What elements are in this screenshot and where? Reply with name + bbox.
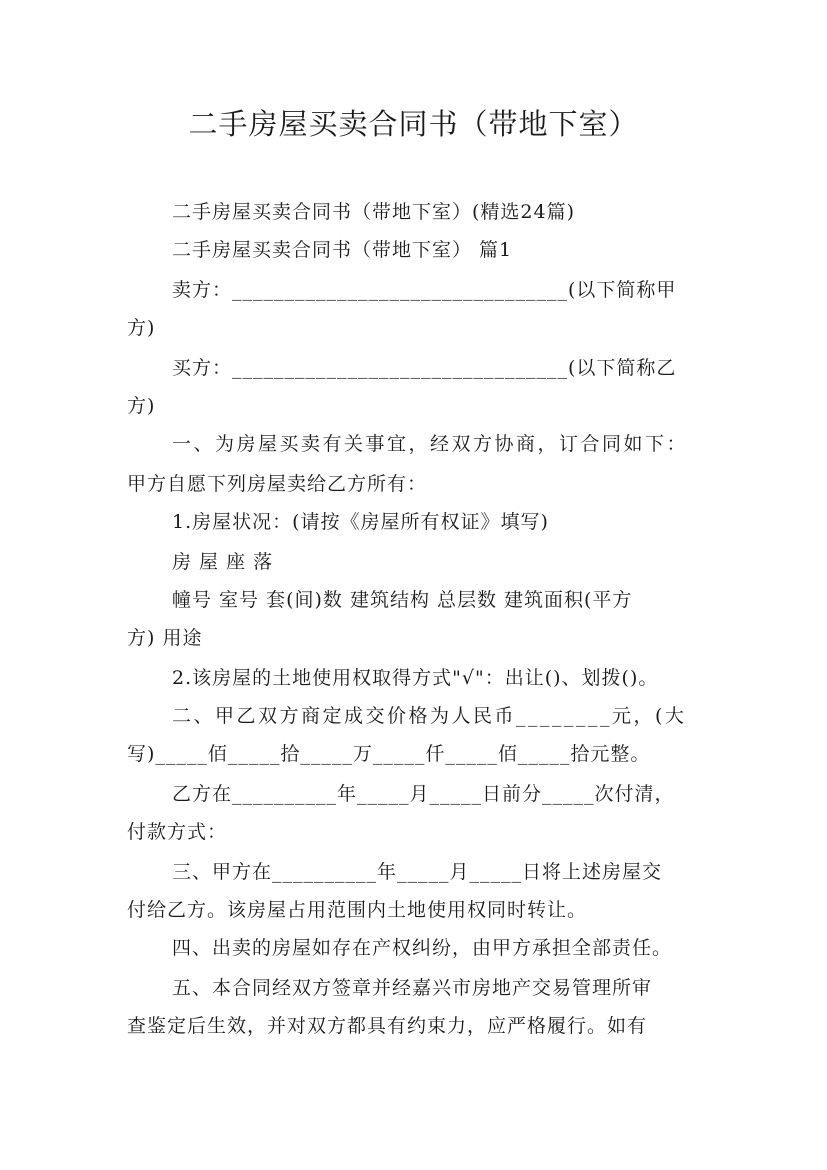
text-line: 二手房屋买卖合同书（带地下室） 篇1 — [172, 239, 513, 261]
text-line: 买方：________________________________(以下简称乙 — [172, 357, 677, 379]
text-line: 三、甲方在__________年_____月_____日将上述房屋交 — [172, 861, 663, 883]
text-line: 房 屋 座 落 — [172, 551, 274, 573]
text-line: 方) 用途 — [127, 627, 203, 649]
text-line: 乙方在__________年_____月_____日前分_____次付清， — [172, 783, 675, 805]
text-line: 写)_____佰_____拾_____万_____仟_____佰_____拾元整。 — [127, 743, 651, 765]
text-line: 查鉴定后生效，并对双方都具有约束力，应严格履行。如有 — [127, 1015, 648, 1037]
document-title: 二手房屋买卖合同书（带地下室） — [188, 107, 639, 141]
text-line: 二、甲乙双方商定成交价格为人民币________元，(大 — [172, 705, 687, 727]
text-line: 方) — [127, 395, 156, 417]
text-line: 一、为房屋买卖有关事宜，经双方协商，订合同如下： — [172, 433, 689, 455]
text-line: 幢号 室号 套(间)数 建筑结构 总层数 建筑面积(平方 — [172, 589, 633, 611]
text-line: 付给乙方。该房屋占用范围内土地使用权同时转让。 — [127, 899, 588, 921]
text-line: 四、出卖的房屋如存在产权纠纷，由甲方承担全部责任。 — [172, 937, 673, 959]
text-line: 二手房屋买卖合同书（带地下室）(精选24篇) — [172, 201, 576, 223]
text-line: 卖方：________________________________(以下简称甲 — [172, 279, 677, 301]
text-line: 1.房屋状况：(请按《房屋所有权证》填写) — [172, 511, 549, 533]
text-line: 2.该房屋的土地使用权取得方式"√"：出让()、划拨()。 — [172, 667, 659, 689]
text-line: 五、本合同经双方签章并经嘉兴市房地产交易管理所审 — [172, 977, 653, 999]
text-line: 方) — [127, 317, 156, 339]
text-line: 付款方式： — [127, 821, 228, 843]
text-line: 甲方自愿下列房屋卖给乙方所有： — [127, 473, 428, 495]
